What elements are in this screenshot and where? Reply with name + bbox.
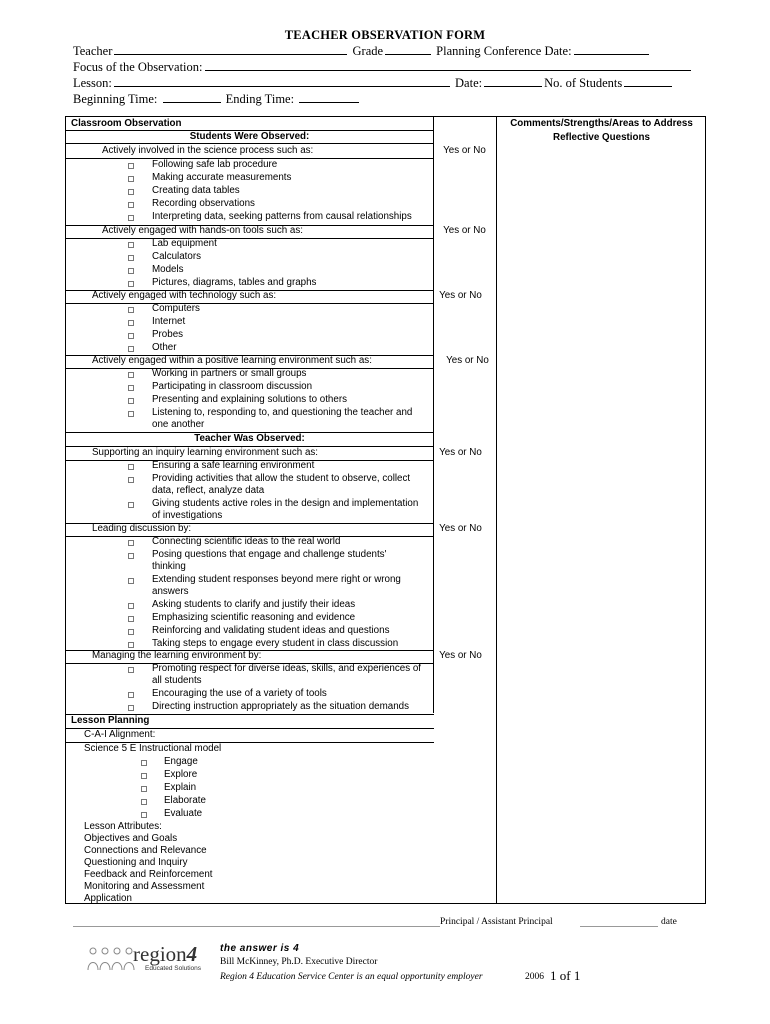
observation-table [65,116,706,904]
year: 2006 [525,972,544,982]
s4-label: Actively engaged within a positive learning environment such as: [92,355,372,366]
checkbox-icon[interactable] [128,307,134,313]
lesson-line [73,75,674,91]
list-item: Listening to, responding to, and questioning the teacher and [152,407,413,418]
logo-wordmark [133,942,197,967]
classroom-observation-header: Classroom Observation [71,118,182,129]
list-item: Questioning and Inquiry [84,857,188,868]
comments-header: Comments/Strengths/Areas to Address [510,118,693,129]
s2-yes-no[interactable]: Yes or No [443,225,486,236]
s1-label: Actively involved in the science process such as: [102,145,314,156]
checkbox-icon[interactable] [128,642,134,648]
planning-date-field[interactable] [574,43,649,55]
list-item: Extending student responses beyond mere right or wrong [152,574,401,585]
checkbox-icon[interactable] [141,812,147,818]
region4-logo [85,944,215,974]
date-field[interactable] [484,75,542,87]
checkbox-icon[interactable] [128,268,134,274]
list-item: data, reflect, analyze data [152,485,265,496]
s3-yes-no[interactable]: Yes or No [439,290,482,301]
list-item: answers [152,586,189,597]
checkbox-icon[interactable] [141,773,147,779]
t2-yes-no[interactable]: Yes or No [439,523,482,534]
director-line: Bill McKinney, Ph.D. Executive Director [220,957,378,967]
teacher-field[interactable] [114,43,347,55]
principal-label: Principal / Assistant Principal [440,917,553,927]
list-item: of investigations [152,510,223,521]
checkbox-icon[interactable] [141,786,147,792]
checkbox-icon[interactable] [128,215,134,221]
list-item: Participating in classroom discussion [152,381,313,392]
list-item: Working in partners or small groups [152,368,307,379]
checkbox-icon[interactable] [128,189,134,195]
students-observed-header: Students Were Observed: [189,131,310,142]
science-5e-label: Science 5 E Instructional model [84,743,222,754]
list-item: Pictures, diagrams, tables and graphs [152,277,317,288]
list-item: Posing questions that engage and challenge students' [152,549,387,560]
tagline: the answer is 4 [220,943,300,954]
logo-number: 4 [186,942,198,966]
begin-label: Beginning Time: [73,92,158,106]
t3-yes-no[interactable]: Yes or No [439,650,482,661]
grade-label: Grade [352,44,384,58]
lesson-label: Lesson: [73,76,112,90]
form-title: TEACHER OBSERVATION FORM [284,28,486,42]
checkbox-icon[interactable] [128,705,134,711]
list-item: Interpreting data, seeking patterns from causal relationships [152,211,412,222]
checkbox-icon[interactable] [128,540,134,546]
planning-label: Planning Conference Date: [436,44,572,58]
list-item: Following safe lab procedure [152,159,278,170]
list-item: Probes [152,329,184,340]
list-item: Ensuring a safe learning environment [152,460,315,471]
checkbox-icon[interactable] [128,398,134,404]
checkbox-icon[interactable] [128,333,134,339]
list-item: Directing instruction appropriately as the situation demands [152,701,410,712]
t1-yes-no[interactable]: Yes or No [439,447,482,458]
list-item: Models [152,264,184,275]
checkbox-icon[interactable] [128,163,134,169]
time-line [73,91,361,107]
list-item: Creating data tables [152,185,240,196]
checkbox-icon[interactable] [128,616,134,622]
list-item: Giving students active roles in the design and implementation [152,498,419,509]
list-item: Calculators [152,251,202,262]
principal-signature-line[interactable] [73,926,440,927]
end-label: Ending Time: [225,92,295,106]
s2-label: Actively engaged with hands-on tools such as: [102,225,303,236]
checkbox-icon[interactable] [128,553,134,559]
focus-field[interactable] [205,59,691,71]
logo-subtext: Educated Solutions [145,965,202,972]
s3-label: Actively engaged with technology such as: [92,290,277,301]
date-label: Date: [455,76,483,90]
lesson-planning-header: Lesson Planning [71,715,150,726]
teacher-observed-header: Teacher Was Observed: [194,433,305,444]
list-item: Presenting and explaining solutions to others [152,394,347,405]
checkbox-icon[interactable] [128,176,134,182]
t1-label: Supporting an inquiry learning environment such as: [92,447,319,458]
students-label: No. of Students [544,76,623,90]
checkbox-icon[interactable] [128,578,134,584]
logo-text: region [133,942,187,966]
checkbox-icon[interactable] [128,629,134,635]
lesson-field[interactable] [114,75,450,87]
list-item: Reinforcing and validating student ideas and questions [152,625,390,636]
list-item: Internet [152,316,186,327]
lesson-attributes-label: Lesson Attributes: [84,821,162,832]
list-item: Taking steps to engage every student in class discussion [152,638,399,649]
list-item: Evaluate [164,808,203,819]
list-item: Connecting scientific ideas to the real world [152,536,341,547]
teacher-line [73,43,651,59]
t2-label: Leading discussion by: [92,523,192,534]
list-item: Lab equipment [152,238,217,249]
end-time-field[interactable] [299,91,359,103]
focus-label: Focus of the Observation: [73,60,203,74]
checkbox-icon[interactable] [141,760,147,766]
checkbox-icon[interactable] [128,281,134,287]
list-item: one another [152,419,205,430]
list-item: Engage [164,756,198,767]
signature-date-line[interactable] [580,926,658,927]
cai-alignment-label: C-A-I Alignment: [84,729,156,740]
students-field[interactable] [624,75,672,87]
list-item: Application [84,893,132,904]
t3-label: Managing the learning environment by: [92,650,262,661]
list-item: Objectives and Goals [84,833,178,844]
checkbox-icon[interactable] [128,346,134,352]
list-item: Monitoring and Assessment [84,881,205,892]
row-divider [66,303,434,304]
row-divider [66,238,434,239]
s1-yes-no[interactable]: Yes or No [443,145,486,156]
list-item: Asking students to clarify and justify their ideas [152,599,356,610]
begin-time-field[interactable] [163,91,221,103]
page-number: 1 of 1 [550,968,581,983]
list-item: Recording observations [152,198,255,209]
checkbox-icon[interactable] [128,385,134,391]
checkbox-icon[interactable] [128,603,134,609]
checkbox-icon[interactable] [141,799,147,805]
list-item: Explain [164,782,197,793]
list-item: Emphasizing scientific reasoning and evidence [152,612,356,623]
teacher-label: Teacher [73,44,113,58]
date-label: date [661,917,677,927]
comments-column-divider [496,117,497,903]
checkbox-icon[interactable] [128,411,134,417]
equal-opportunity-line: Region 4 Education Service Center is an equal opportunity employer [220,972,483,982]
checkbox-icon[interactable] [128,242,134,248]
checkbox-icon[interactable] [128,667,134,673]
list-item: Elaborate [164,795,206,806]
list-item: Promoting respect for diverse ideas, skills, and experiences of [152,663,421,674]
list-item: Encouraging the use of a variety of tools [152,688,327,699]
s4-yes-no[interactable]: Yes or No [446,355,489,366]
checkbox-icon[interactable] [128,255,134,261]
yes-no-column-divider [433,117,434,713]
checkbox-icon[interactable] [128,320,134,326]
list-item: Computers [152,303,200,314]
checkbox-icon[interactable] [128,202,134,208]
list-item: Connections and Relevance [84,845,207,856]
list-item: Feedback and Reinforcement [84,869,213,880]
list-item: Other [152,342,177,353]
list-item: Explore [164,769,198,780]
list-item: thinking [152,561,186,572]
checkbox-icon[interactable] [128,464,134,470]
checkbox-icon[interactable] [128,372,134,378]
list-item: Making accurate measurements [152,172,292,183]
checkbox-icon[interactable] [128,477,134,483]
list-item: all students [152,675,202,686]
focus-line [73,59,693,75]
checkbox-icon[interactable] [128,502,134,508]
list-item: Providing activities that allow the student to observe, collect [152,473,411,484]
grade-field[interactable] [385,43,431,55]
reflective-questions-header: Reflective Questions [553,132,650,143]
checkbox-icon[interactable] [128,692,134,698]
